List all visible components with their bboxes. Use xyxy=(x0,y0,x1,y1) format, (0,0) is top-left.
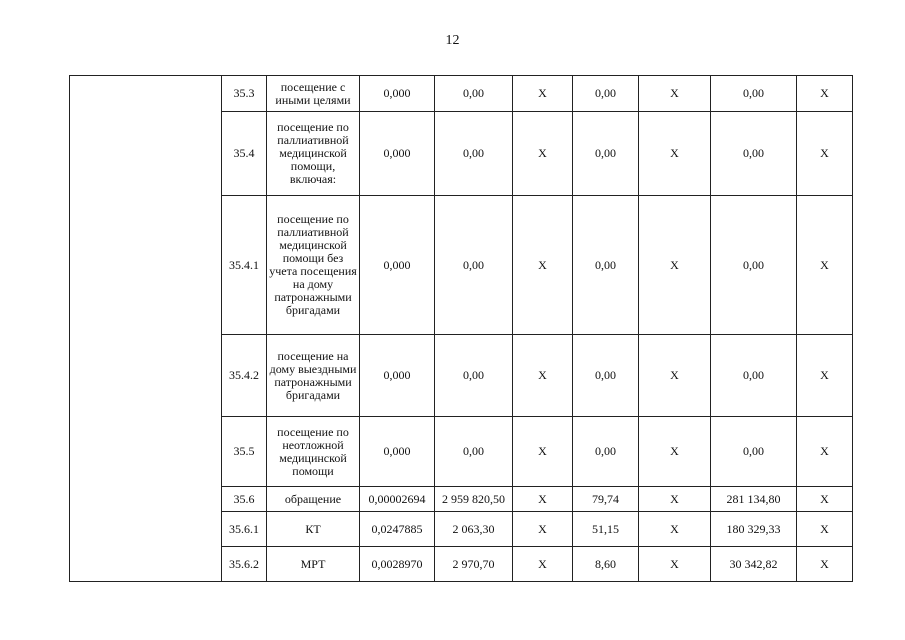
cell-value: 0,00 xyxy=(435,112,513,196)
cell-value: 180 329,33 xyxy=(711,512,797,547)
row-name: МРТ xyxy=(267,547,360,582)
cell-value: X xyxy=(639,512,711,547)
cell-value: 0,00 xyxy=(573,76,639,112)
cell-value: 281 134,80 xyxy=(711,487,797,512)
cell-value: X xyxy=(797,512,853,547)
cell-value: X xyxy=(797,196,853,335)
cell-value: 0,00 xyxy=(711,417,797,487)
cell-value: 0,00 xyxy=(573,196,639,335)
row-name: посещение на дому выездными патронажными бригадами xyxy=(267,335,360,417)
cell-value: 0,00 xyxy=(435,417,513,487)
cell-value: 0,00 xyxy=(435,76,513,112)
row-code: 35.4 xyxy=(222,112,267,196)
row-code: 35.6.2 xyxy=(222,547,267,582)
cell-value: X xyxy=(639,417,711,487)
table-row xyxy=(70,76,853,112)
cell-value: X xyxy=(513,196,573,335)
row-code: 35.4.1 xyxy=(222,196,267,335)
cell-value: X xyxy=(639,196,711,335)
page-number: 12 xyxy=(445,33,460,48)
data-table xyxy=(69,75,853,582)
cell-value: X xyxy=(797,487,853,512)
cell-value: 0,000 xyxy=(360,76,435,112)
cell-value: 0,00 xyxy=(435,335,513,417)
cell-value: X xyxy=(513,112,573,196)
cell-value: 0,000 xyxy=(360,335,435,417)
cell-value: 0,00 xyxy=(573,335,639,417)
cell-value: X xyxy=(639,335,711,417)
cell-value: X xyxy=(513,417,573,487)
cell-value: 2 959 820,50 xyxy=(435,487,513,512)
cell-value: X xyxy=(797,335,853,417)
cell-value: 0,000 xyxy=(360,417,435,487)
cell-value: 0,0247885 xyxy=(360,512,435,547)
cell-value: X xyxy=(797,112,853,196)
row-name: посещение по паллиативной медицинской помощи без учета посещения на дому патронажными бригадами xyxy=(267,196,360,335)
row-name: КТ xyxy=(267,512,360,547)
cell-value: X xyxy=(513,487,573,512)
cell-value: X xyxy=(639,547,711,582)
row-code: 35.3 xyxy=(222,76,267,112)
row-code: 35.5 xyxy=(222,417,267,487)
cell-value: 0,00 xyxy=(573,417,639,487)
cell-value: 0,000 xyxy=(360,196,435,335)
row-name: посещение с иными целями xyxy=(267,76,360,112)
cell-value: 79,74 xyxy=(573,487,639,512)
row-name: посещение по паллиативной медицинской помощи, включая: xyxy=(267,112,360,196)
cell-value: 0,00 xyxy=(435,196,513,335)
cell-value: X xyxy=(639,112,711,196)
cell-value: 0,00002694 xyxy=(360,487,435,512)
cell-value: X xyxy=(513,512,573,547)
cell-value: 0,00 xyxy=(711,335,797,417)
cell-value: 0,00 xyxy=(711,112,797,196)
cell-value: 0,00 xyxy=(573,112,639,196)
blank-merged-cell xyxy=(70,76,222,582)
cell-value: 8,60 xyxy=(573,547,639,582)
cell-value: X xyxy=(797,417,853,487)
cell-value: X xyxy=(513,335,573,417)
row-code: 35.6.1 xyxy=(222,512,267,547)
cell-value: 0,0028970 xyxy=(360,547,435,582)
row-name: посещение по неотложной медицинской помощи xyxy=(267,417,360,487)
row-code: 35.6 xyxy=(222,487,267,512)
cell-value: 0,00 xyxy=(711,196,797,335)
cell-value: 0,000 xyxy=(360,112,435,196)
cell-value: X xyxy=(797,76,853,112)
cell-value: X xyxy=(513,76,573,112)
cell-value: X xyxy=(639,487,711,512)
cell-value: 51,15 xyxy=(573,512,639,547)
cell-value: X xyxy=(797,547,853,582)
row-code: 35.4.2 xyxy=(222,335,267,417)
cell-value: 0,00 xyxy=(711,76,797,112)
cell-value: X xyxy=(639,76,711,112)
cell-value: 30 342,82 xyxy=(711,547,797,582)
cell-value: 2 970,70 xyxy=(435,547,513,582)
cell-value: 2 063,30 xyxy=(435,512,513,547)
row-name: обращение xyxy=(267,487,360,512)
cell-value: X xyxy=(513,547,573,582)
